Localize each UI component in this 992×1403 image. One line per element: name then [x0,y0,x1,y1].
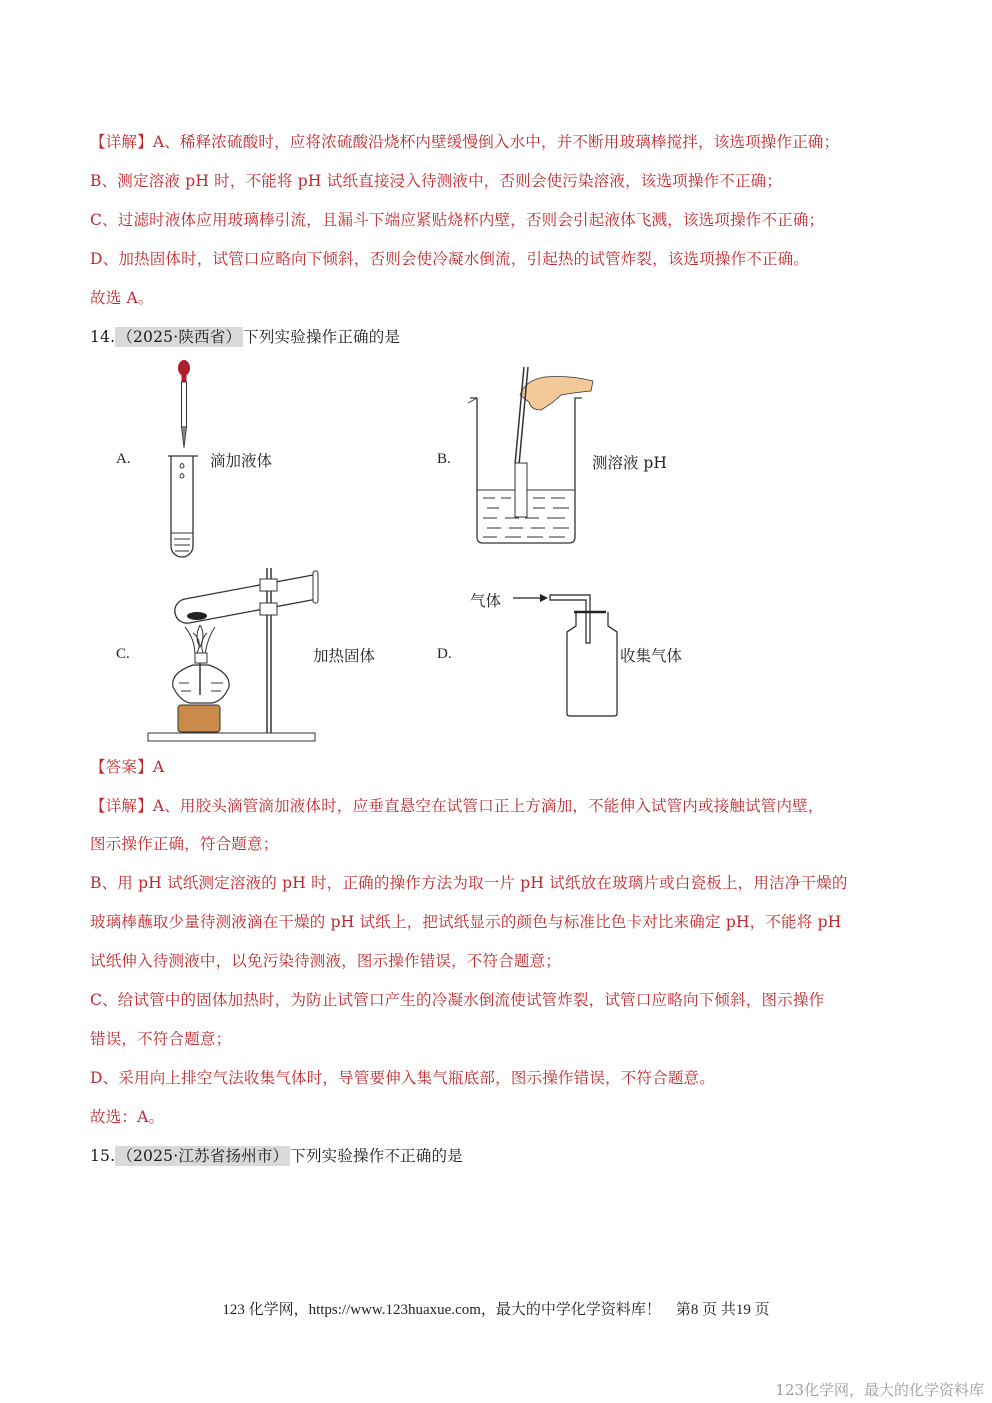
option-b-label: B. [437,451,451,467]
question-15-stem [90,1144,463,1166]
option-a-caption: 滴加液体 [210,452,273,470]
prev-explanation-line-c: C、过滤时液体应用玻璃棒引流，且漏斗下端应紧贴烧杯内壁，否则会引起液体飞溅，该选项操作不正确； [90,211,825,229]
explanation-line-5: 试纸伸入待测液中，以免污染待测液，图示操作错误，不符合题意； [90,952,562,970]
choose-line: 故选：A。 [90,1108,165,1126]
answer-label: 【答案】 [90,758,153,776]
option-a-label: A. [116,451,131,467]
question-source-tag: （2025·江苏省扬州市） [117,1147,289,1165]
option-c-label: C. [116,646,130,662]
gas-arrow-label: 气体 [470,592,502,610]
explanation-line-1: 【详解】A、用胶头滴管滴加液体时，应垂直悬空在试管口正上方滴加，不能伸入试管内或接触试管内壁， [90,797,824,815]
option-c-caption: 加热固体 [313,647,376,665]
beaker-ph-illustration [465,365,605,545]
question-14-stem [90,325,400,347]
question-text: 下列实验操作不正确的是 [290,1147,463,1165]
explanation-line-6: C、给试管中的固体加热时，为防止试管口产生的冷凝水倒流使试管炸裂，试管口应略向下倾斜，图示操作 [90,991,825,1009]
prev-explanation-line-d: D、加热固体时，试管口应略向下倾斜，否则会使冷凝水倒流，引起热的试管炸裂，该选项操作不正确。 [90,250,810,268]
explanation-line-2: 图示操作正确，符合题意； [90,835,279,853]
explanation-label: 【详解】 [90,133,153,151]
page-number: 第8 页 共19 页 [675,1302,770,1318]
question-number: 14. [90,328,116,346]
prev-choose: 故选 A。 [90,289,154,307]
explanation-line-4: 玻璃棒蘸取少量待测液滴在干燥的 pH 试纸上，把试纸显示的颜色与标准比色卡对比来确定 pH，不能将 pH [90,913,842,931]
gas-collection-bottle-illustration [510,588,620,720]
question-source-tag: （2025·陕西省） [117,328,242,346]
page-footer [0,1298,992,1319]
footer-site-text: 123 化学网，https://www.123huaxue.com，最大的中学化学资料库！ [222,1302,661,1318]
prev-explanation-line-b: B、测定溶液 pH 时，不能将 pH 试纸直接浸入待测液中，否则会使污染溶液，该选项操作不正确； [90,172,783,190]
watermark: 123化学网，最大的化学资料库 [775,1381,984,1399]
answer-line [90,755,164,777]
option-b-caption: 测溶液 pH [592,454,667,472]
prev-explanation-line-a: 【详解】A、稀释浓硫酸时，应将浓硫酸沿烧杯内壁缓慢倒入水中，并不断用玻璃棒搅拌，该选项操作正确； [90,133,840,151]
question-number: 15. [90,1147,116,1165]
question-text: 下列实验操作正确的是 [243,328,401,346]
explanation-line-8: D、采用向上排空气法收集气体时，导管要伸入集气瓶底部，图示操作错误，不符合题意。 [90,1069,715,1087]
option-d-caption: 收集气体 [620,647,683,665]
explanation-label: 【详解】 [90,797,153,815]
option-d-label: D. [437,646,452,662]
answer-value: A [152,758,165,776]
explanation-line-7: 错误，不符合题意； [90,1030,232,1048]
heating-solid-illustration [145,565,320,745]
explanation-line-3: B、用 pH 试纸测定溶液的 pH 时，正确的操作方法为取一片 pH 试纸放在玻璃片或白瓷板上，用洁净干燥的 [90,874,848,892]
